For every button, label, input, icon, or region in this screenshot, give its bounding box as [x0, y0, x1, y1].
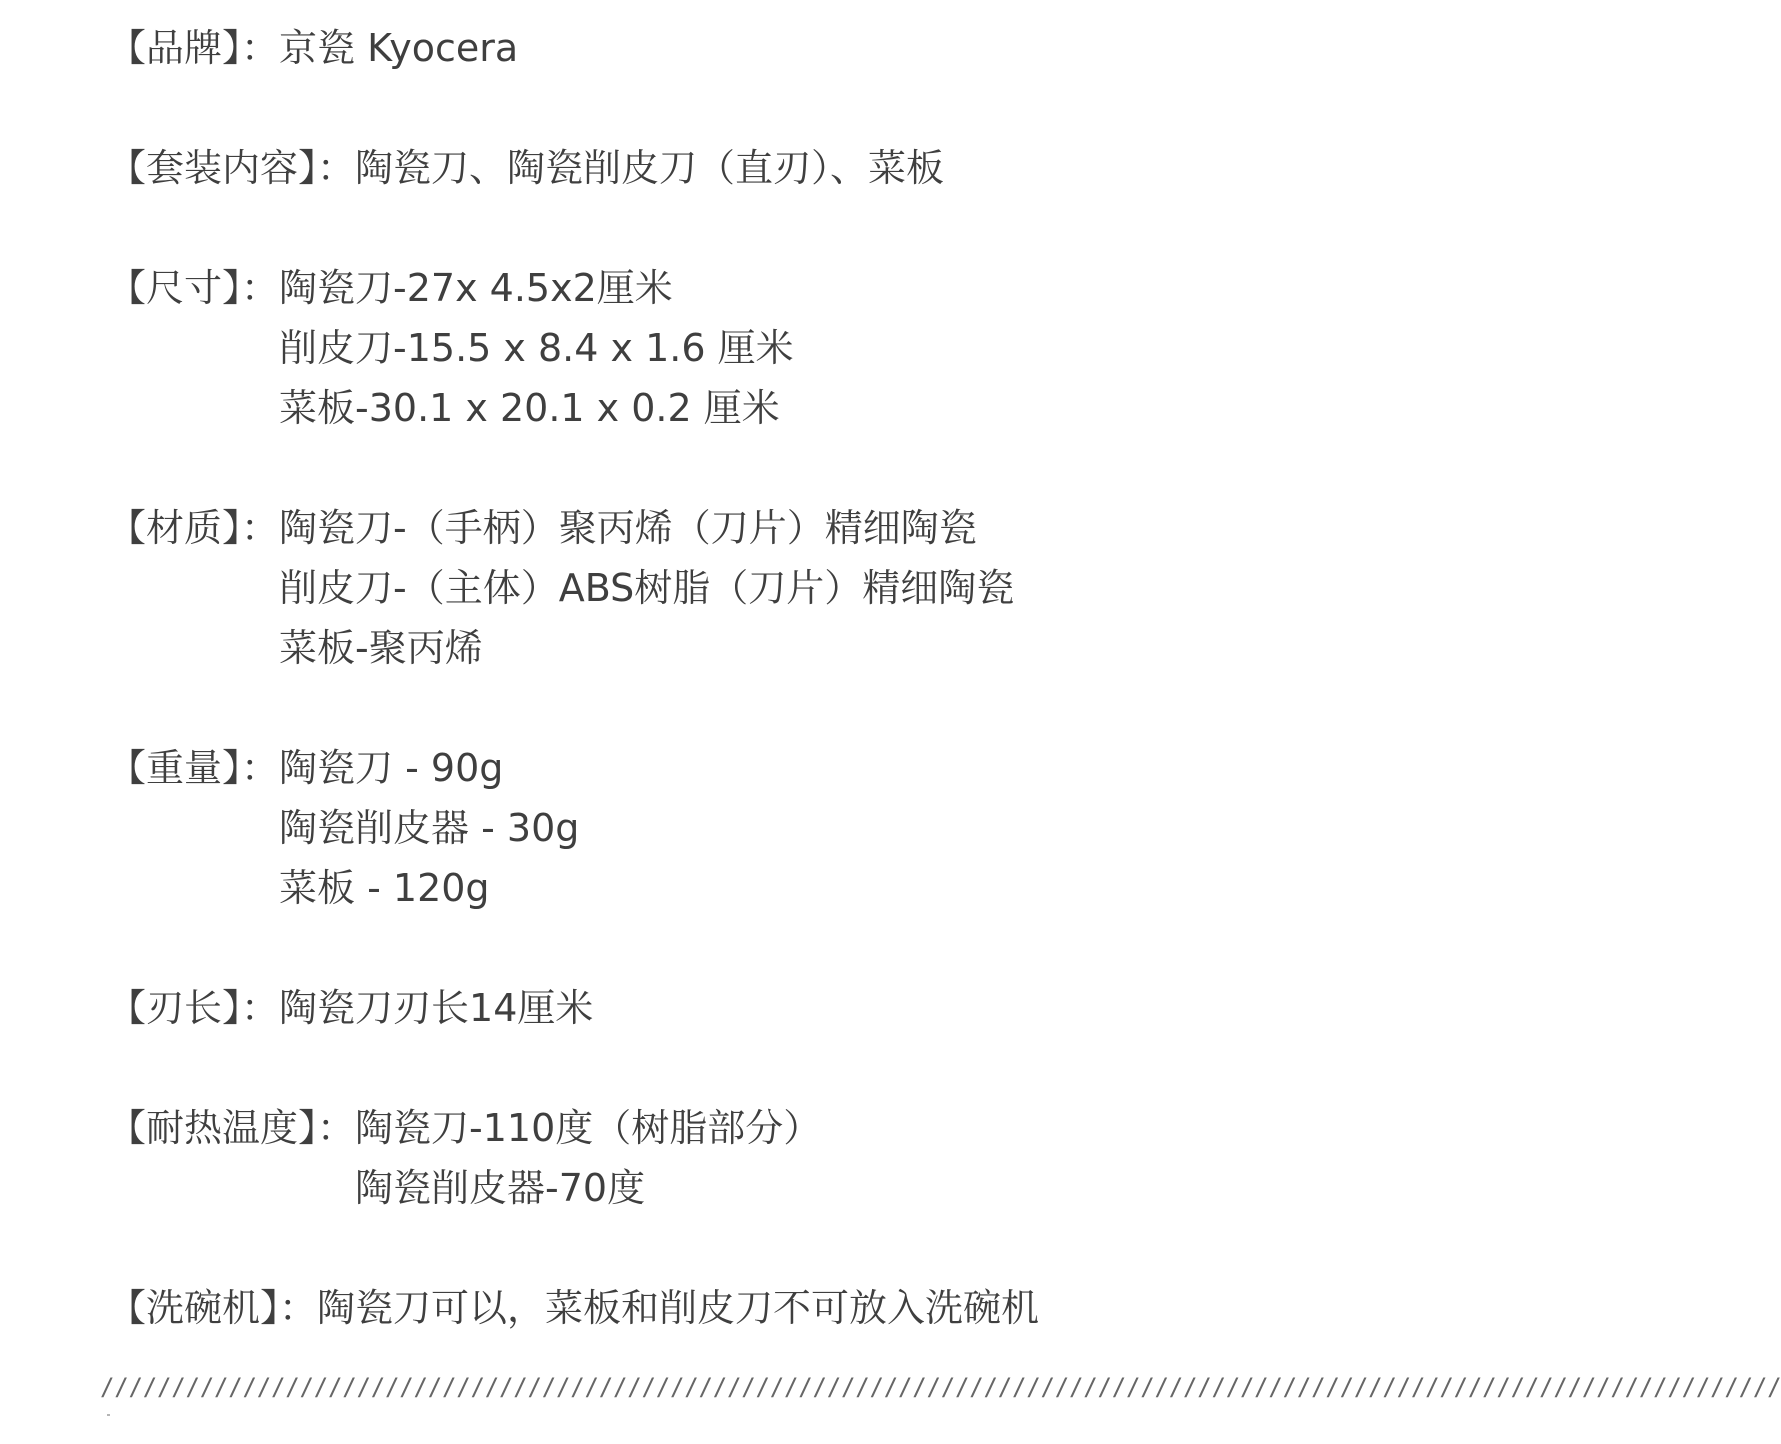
- brand-values: [279, 18, 518, 78]
- knife-weight-value: 陶瓷刀 - 90g: [279, 746, 504, 790]
- board-material-value: 菜板-聚丙烯: [279, 626, 483, 670]
- board-weight-value: 菜板 - 120g: [279, 866, 490, 910]
- blade-length-label: 【刃长】：: [108, 986, 280, 1030]
- blade-length-value: 陶瓷刀刃长14厘米: [279, 986, 594, 1030]
- brand-label: 【品牌】：: [108, 26, 280, 70]
- dishwasher-value: 陶瓷刀可以，菜板和削皮刀不可放入洗碗机: [317, 1286, 1040, 1330]
- weight-values: [279, 738, 579, 918]
- knife-size-value: 陶瓷刀-27x 4.5x2厘米: [279, 266, 673, 310]
- dishwasher-label: 【洗碗机】：: [108, 1286, 318, 1330]
- set-contents-label: 【套装内容】：: [108, 146, 356, 190]
- dishwasher-values: [317, 1278, 1039, 1338]
- size-spec: [108, 258, 794, 438]
- brand-value: 京瓷 Kyocera: [279, 26, 519, 70]
- size-label: 【尺寸】：: [108, 266, 280, 310]
- board-size-value: 菜板-30.1 x 20.1 x 0.2 厘米: [279, 386, 780, 430]
- material-values: [279, 498, 1014, 678]
- size-values: [279, 258, 794, 438]
- material-label: 【材质】：: [108, 506, 280, 550]
- weight-spec: [108, 738, 579, 918]
- brand-spec: [108, 18, 518, 78]
- weight-label: 【重量】：: [108, 746, 280, 790]
- set-contents-values: [355, 138, 944, 198]
- peeler-size-value: 削皮刀-15.5 x 8.4 x 1.6 厘米: [279, 326, 794, 370]
- peeler-heat-resistance-value: 陶瓷削皮器-70度: [355, 1166, 646, 1210]
- blade-length-values: [279, 978, 593, 1038]
- material-spec: [108, 498, 1014, 678]
- knife-heat-resistance-value: 陶瓷刀-110度（树脂部分）: [355, 1106, 822, 1150]
- knife-material-value: 陶瓷刀-（手柄）聚丙烯（刀片）精细陶瓷: [279, 506, 977, 550]
- heat-resistance-label: 【耐热温度】：: [108, 1106, 356, 1150]
- blade-length-spec: [108, 978, 593, 1038]
- set-contents-value: 陶瓷刀、陶瓷削皮刀（直刃）、菜板: [355, 146, 945, 190]
- heat-resistance-spec: [108, 1098, 821, 1218]
- small-dot-mark: [107, 1414, 110, 1416]
- peeler-material-value: 削皮刀-（主体）ABS树脂（刀片）精细陶瓷: [279, 566, 1015, 610]
- set-contents-spec: [108, 138, 944, 198]
- heat-resistance-values: [355, 1098, 821, 1218]
- dishwasher-spec: [108, 1278, 1039, 1338]
- peeler-weight-value: 陶瓷削皮器 - 30g: [279, 806, 580, 850]
- slash-divider: //////////////////////////////////////////////////////////////////////////////////////////////////////////////////////: [100, 1373, 1781, 1401]
